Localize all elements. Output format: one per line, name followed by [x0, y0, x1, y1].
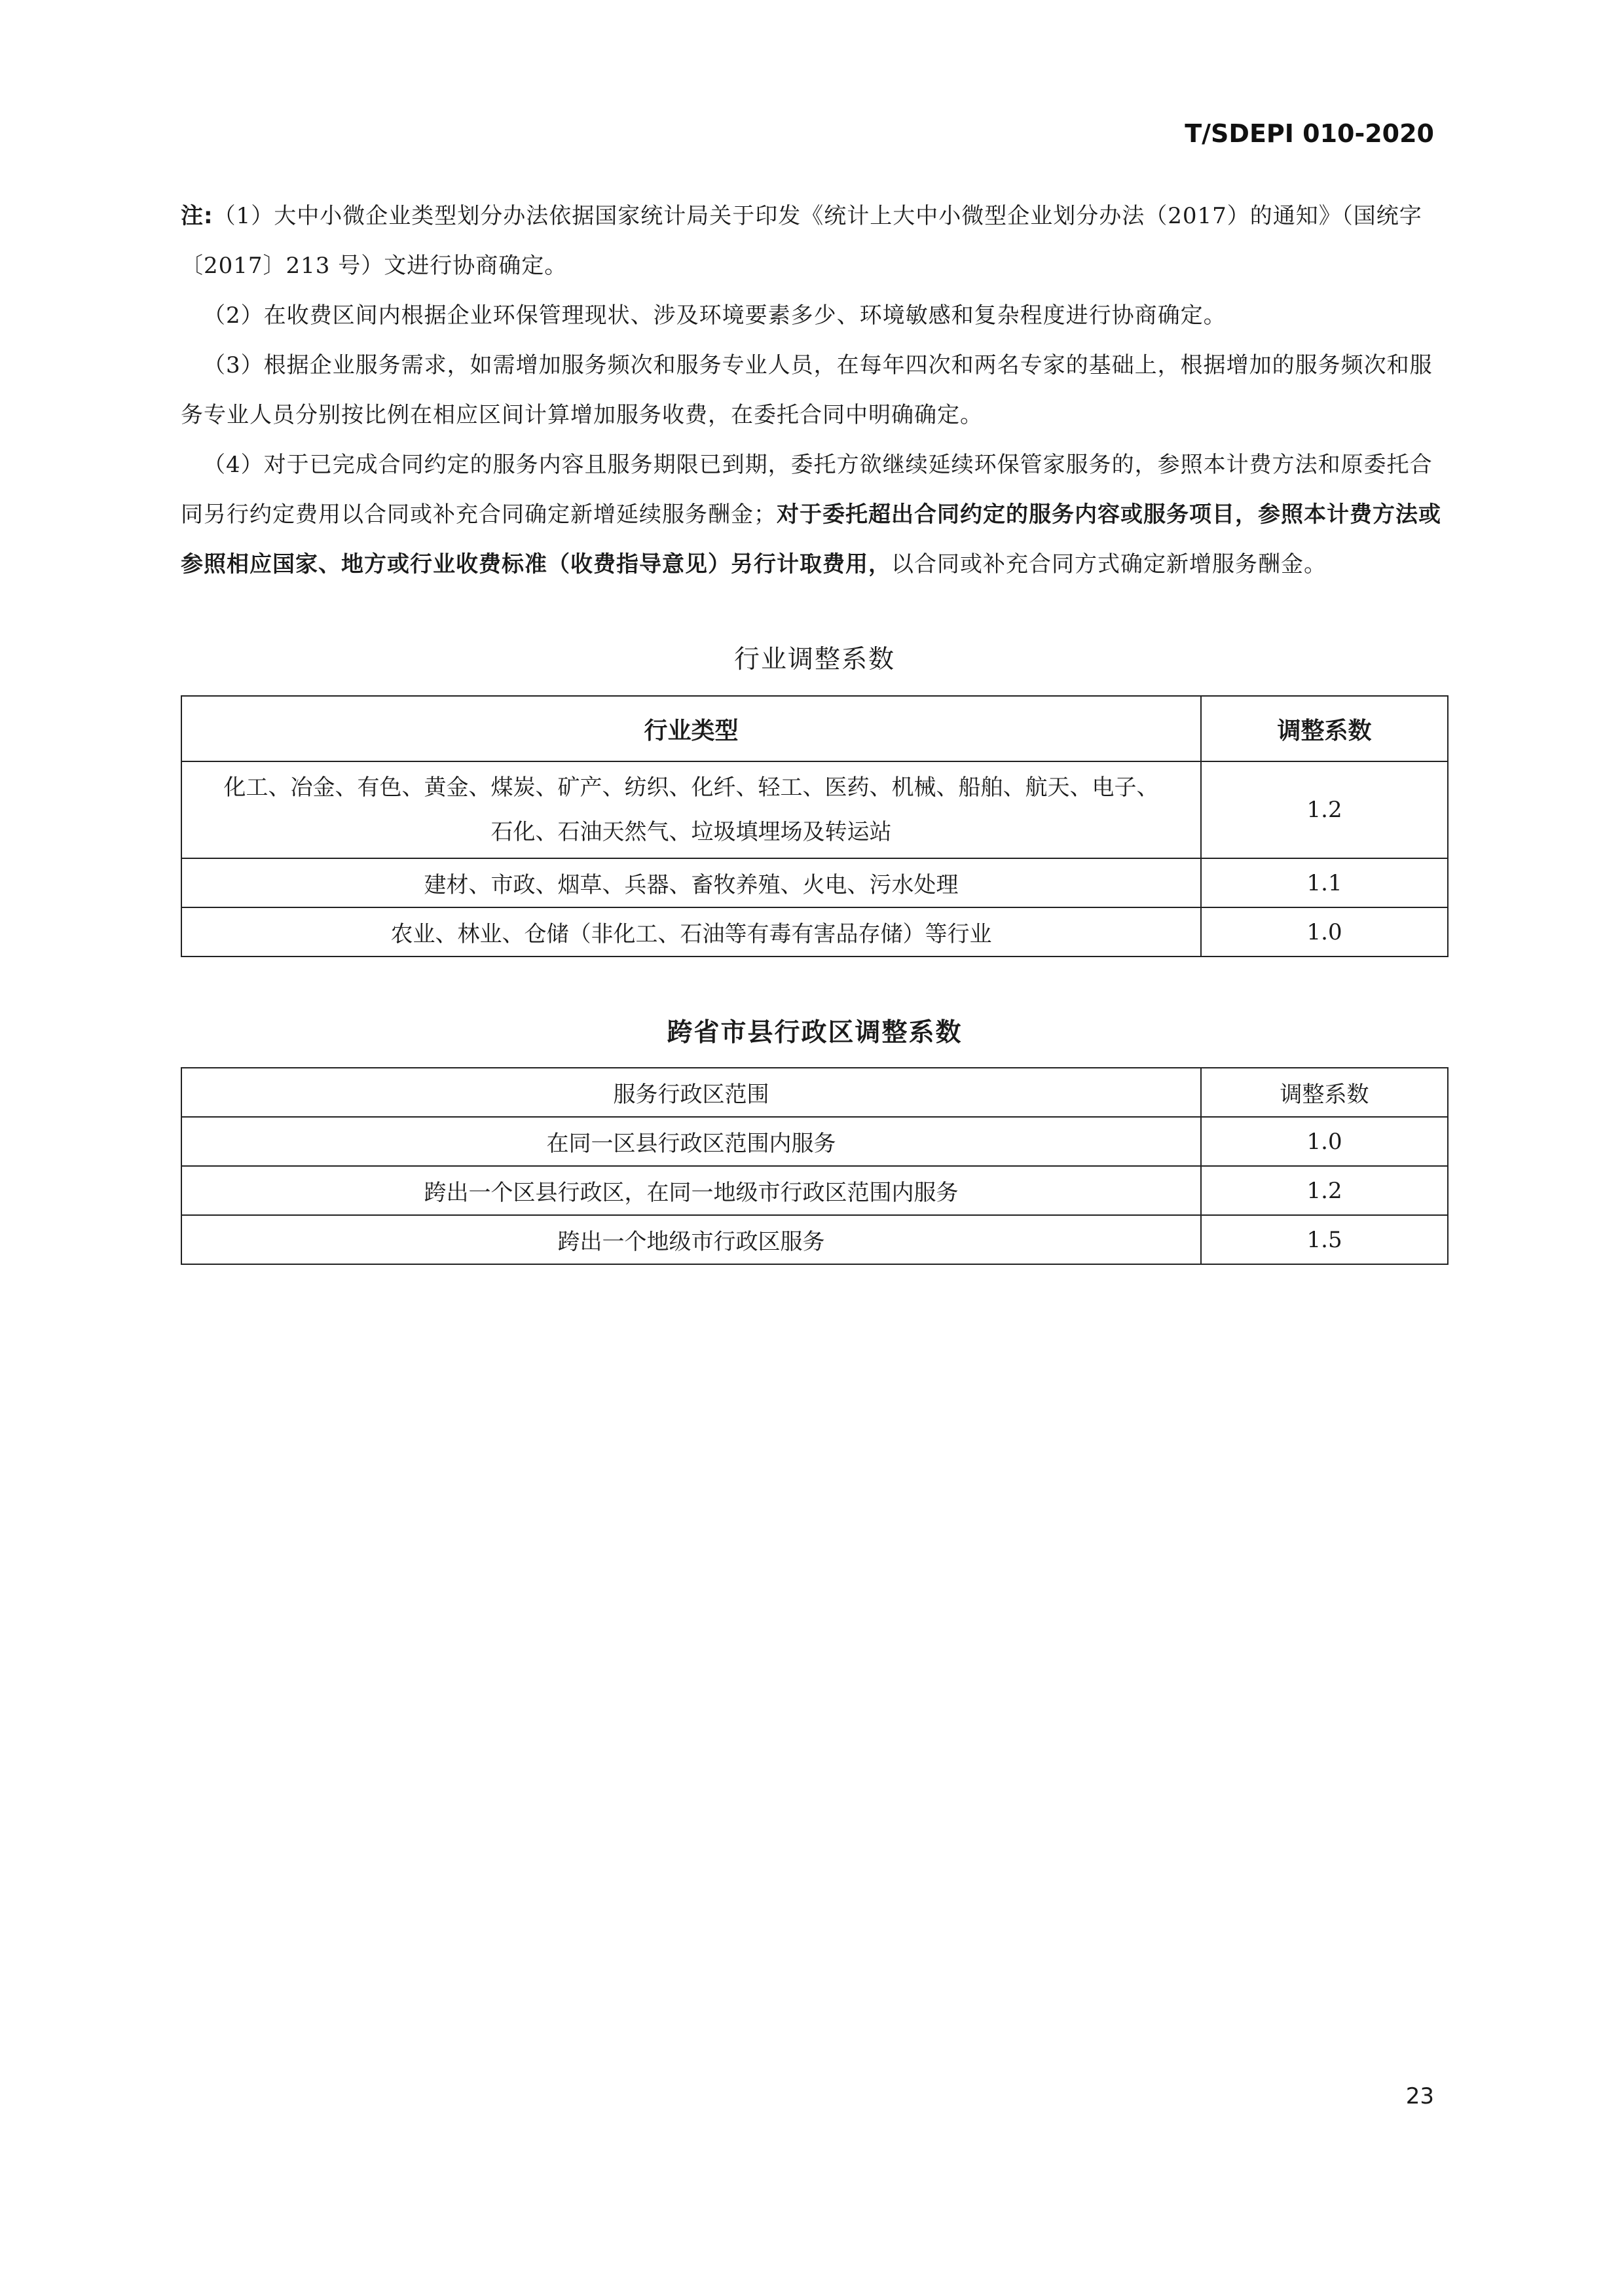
service-scope-cell: 在同一区县行政区范围内服务	[181, 1117, 1201, 1166]
table-row	[181, 1117, 1448, 1166]
table-row	[181, 1166, 1448, 1215]
table-row	[181, 1215, 1448, 1264]
service-scope-cell: 跨出一个区县行政区，在同一地级市行政区范围内服务	[181, 1166, 1201, 1215]
industry-type-line-2: 石化、石油天然气、垃圾填埋场及转运站	[490, 819, 892, 845]
coefficient-cell: 1.2	[1201, 1166, 1448, 1215]
region-coefficient-table	[181, 1067, 1449, 1265]
header-coefficient: 调整系数	[1201, 696, 1448, 761]
note-3: （3）根据企业服务需求，如需增加服务频次和服务专业人员，在每年四次和两名专家的基础上，根据增加的服务频次和服务专业人员分别按比例在相应区间计算增加服务收费，在委托合同中明确确定。	[181, 352, 1433, 428]
note-4-part-b-bold: 对于委托超出合同约定的服务内容或服务项目，参照本计费方法或参照相应国家、地方或行业收费标准（收费指导意见）另行计取费用，	[181, 501, 1441, 577]
coefficient-cell: 1.0	[1201, 1117, 1448, 1166]
note-4-part-a: （4）对于已完成合同约定的服务内容且服务期限已到期，委托方欲继续延续环保管家服务的，参照本计费方法和原委托合同另行约定费用以合同或补充合同确定新增延续服务酬金；	[181, 452, 1433, 528]
note-label: 注:	[181, 203, 213, 229]
table-row	[181, 858, 1448, 907]
notes-section	[181, 191, 1443, 589]
industry-table-title: 行业调整系数	[733, 645, 895, 674]
industry-type-cell	[181, 761, 1201, 858]
note-4	[181, 440, 1443, 589]
table-row	[181, 907, 1448, 957]
table-header-row	[181, 696, 1448, 761]
coefficient-cell: 1.5	[1201, 1215, 1448, 1264]
header-industry-type: 行业类型	[181, 696, 1201, 761]
note-2: （2）在收费区间内根据企业环保管理现状、涉及环境要素多少、环境敏感和复杂程度进行协商确定。	[203, 302, 1227, 329]
coefficient-cell: 1.2	[1201, 761, 1448, 858]
industry-type-line-1: 化工、冶金、有色、黄金、煤炭、矿产、纺织、化纤、轻工、医药、机械、船舶、航天、电子、	[223, 774, 1159, 801]
table-header-row	[181, 1068, 1448, 1117]
table-row	[181, 761, 1448, 858]
coefficient-cell: 1.1	[1201, 858, 1448, 907]
coefficient-cell: 1.0	[1201, 907, 1448, 957]
note-4-part-c: 以合同或补充合同方式确定新增服务酬金。	[891, 551, 1327, 577]
note-1-text: （1）大中小微企业类型划分办法依据国家统计局关于印发《统计上大中小微型企业划分办法（2017）的通知》（国统字〔2017〕213 号）文进行协商确定。	[181, 203, 1422, 279]
industry-coefficient-table	[181, 695, 1449, 957]
industry-type-cell: 农业、林业、仓储（非化工、石油等有毒有害品存储）等行业	[181, 907, 1201, 957]
page-number: 23	[1405, 2083, 1434, 2109]
header-coefficient: 调整系数	[1201, 1068, 1448, 1117]
service-scope-cell: 跨出一个地级市行政区服务	[181, 1215, 1201, 1264]
document-code: T/SDEPI 010-2020	[1185, 119, 1434, 148]
header-service-scope: 服务行政区范围	[181, 1068, 1201, 1117]
region-table-title: 跨省市县行政区调整系数	[667, 1018, 963, 1048]
note-1	[181, 191, 1443, 291]
industry-type-cell: 建材、市政、烟草、兵器、畜牧养殖、火电、污水处理	[181, 858, 1201, 907]
